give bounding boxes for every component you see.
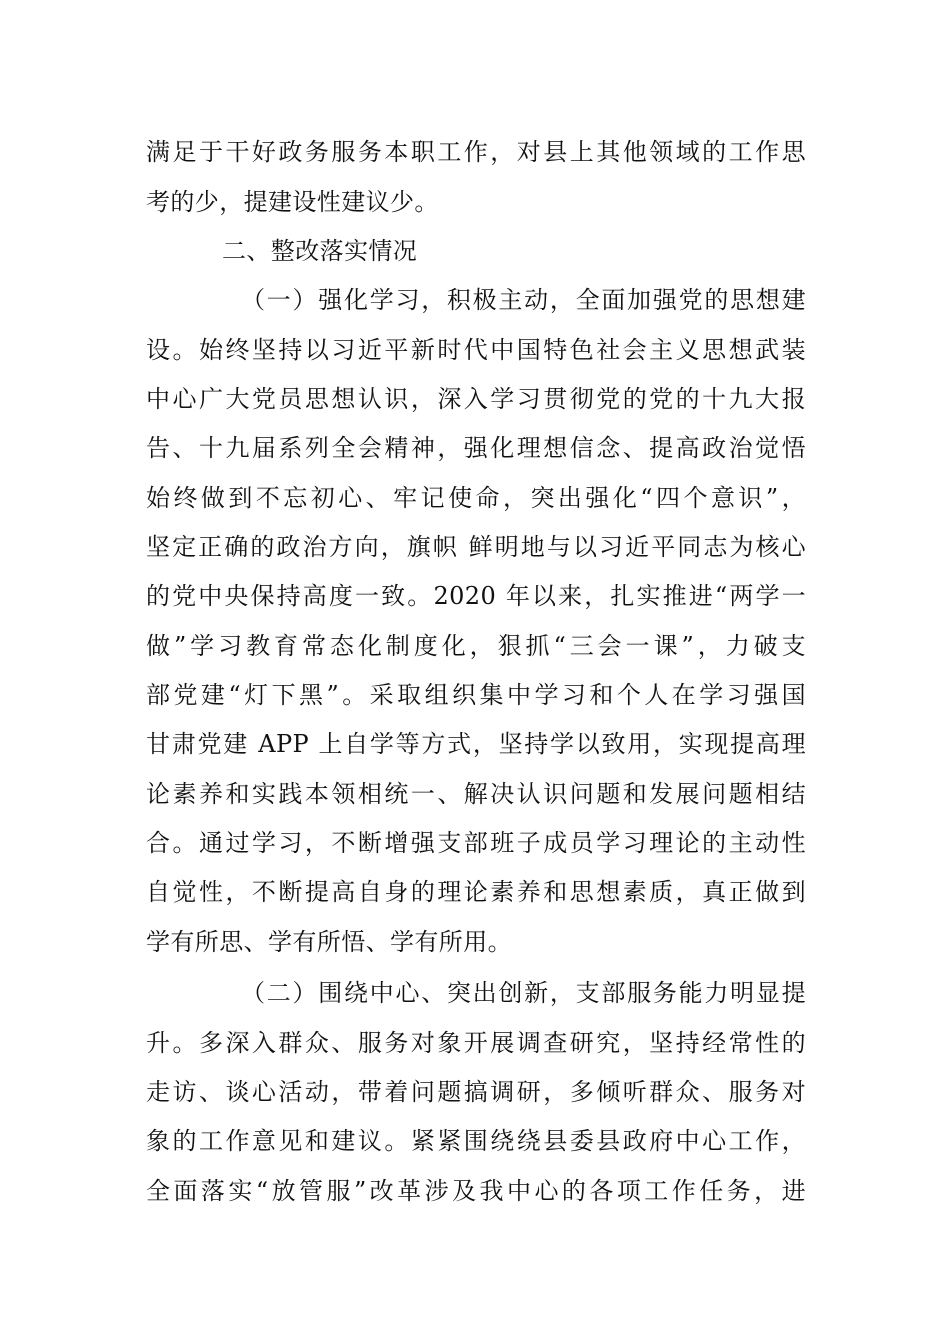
text-line: 做”学习教育常态化制度化，狠抓“三会一课”，力破支 — [146, 632, 806, 660]
text-line: 升。多深入群众、服务对象开展调查研究，坚持经常性的 — [146, 1029, 806, 1057]
section-heading: 二、整改落实情况 — [222, 237, 418, 265]
text-line: 全面落实“放管服”改革涉及我中心的各项工作任务，进 — [146, 1177, 806, 1205]
subsection-heading: （一）强化学习，积极主动，全面加强党的思想建 — [241, 286, 806, 314]
text-line: 设。始终坚持以习近平新时代中国特色社会主义思想武装 — [146, 336, 806, 364]
text-line: 学有所思、学有所悟、学有所用。 — [146, 928, 512, 956]
text-line: 象的工作意见和建议。紧紧围绕绕县委县政府中心工作， — [146, 1127, 806, 1155]
text-line: 满足于干好政务服务本职工作，对县上其他领域的工作思 — [146, 138, 806, 166]
text-line: 坚定正确的政治方向，旗帜 鲜明地与以习近平同志为核心 — [146, 533, 806, 561]
text-line: 的党中央保持高度一致。2020 年以来，扎实推进“两学一 — [146, 582, 806, 610]
text-line: 告、十九届系列全会精神，强化理想信念、提高政治觉悟 — [146, 434, 806, 462]
text-line: 部党建“灯下黑”。采取组织集中学习和个人在学习强国 — [146, 681, 806, 709]
text-line: 甘肃党建 APP 上自学等方式，坚持学以致用，实现提高理 — [146, 730, 806, 758]
text-line: 走访、谈心活动，带着问题搞调研，多倾听群众、服务对 — [146, 1078, 806, 1106]
text-line: 考的少，提建设性建议少。 — [146, 188, 439, 216]
text-line: 始终做到不忘初心、牢记使命，突出强化“四个意识”， — [146, 484, 806, 512]
text-line: 自觉性，不断提高自身的理论素养和思想素质，真正做到 — [146, 878, 806, 906]
text-line: 合。通过学习，不断增强支部班子成员学习理论的主动性 — [146, 829, 806, 857]
text-line: 中心广大党员思想认识，深入学习贯彻党的党的十九大报 — [146, 385, 806, 413]
subsection-heading: （二）围绕中心、突出创新，支部服务能力明显提 — [241, 979, 806, 1007]
text-line: 论素养和实践本领相统一、解决认识问题和发展问题相结 — [146, 780, 806, 808]
